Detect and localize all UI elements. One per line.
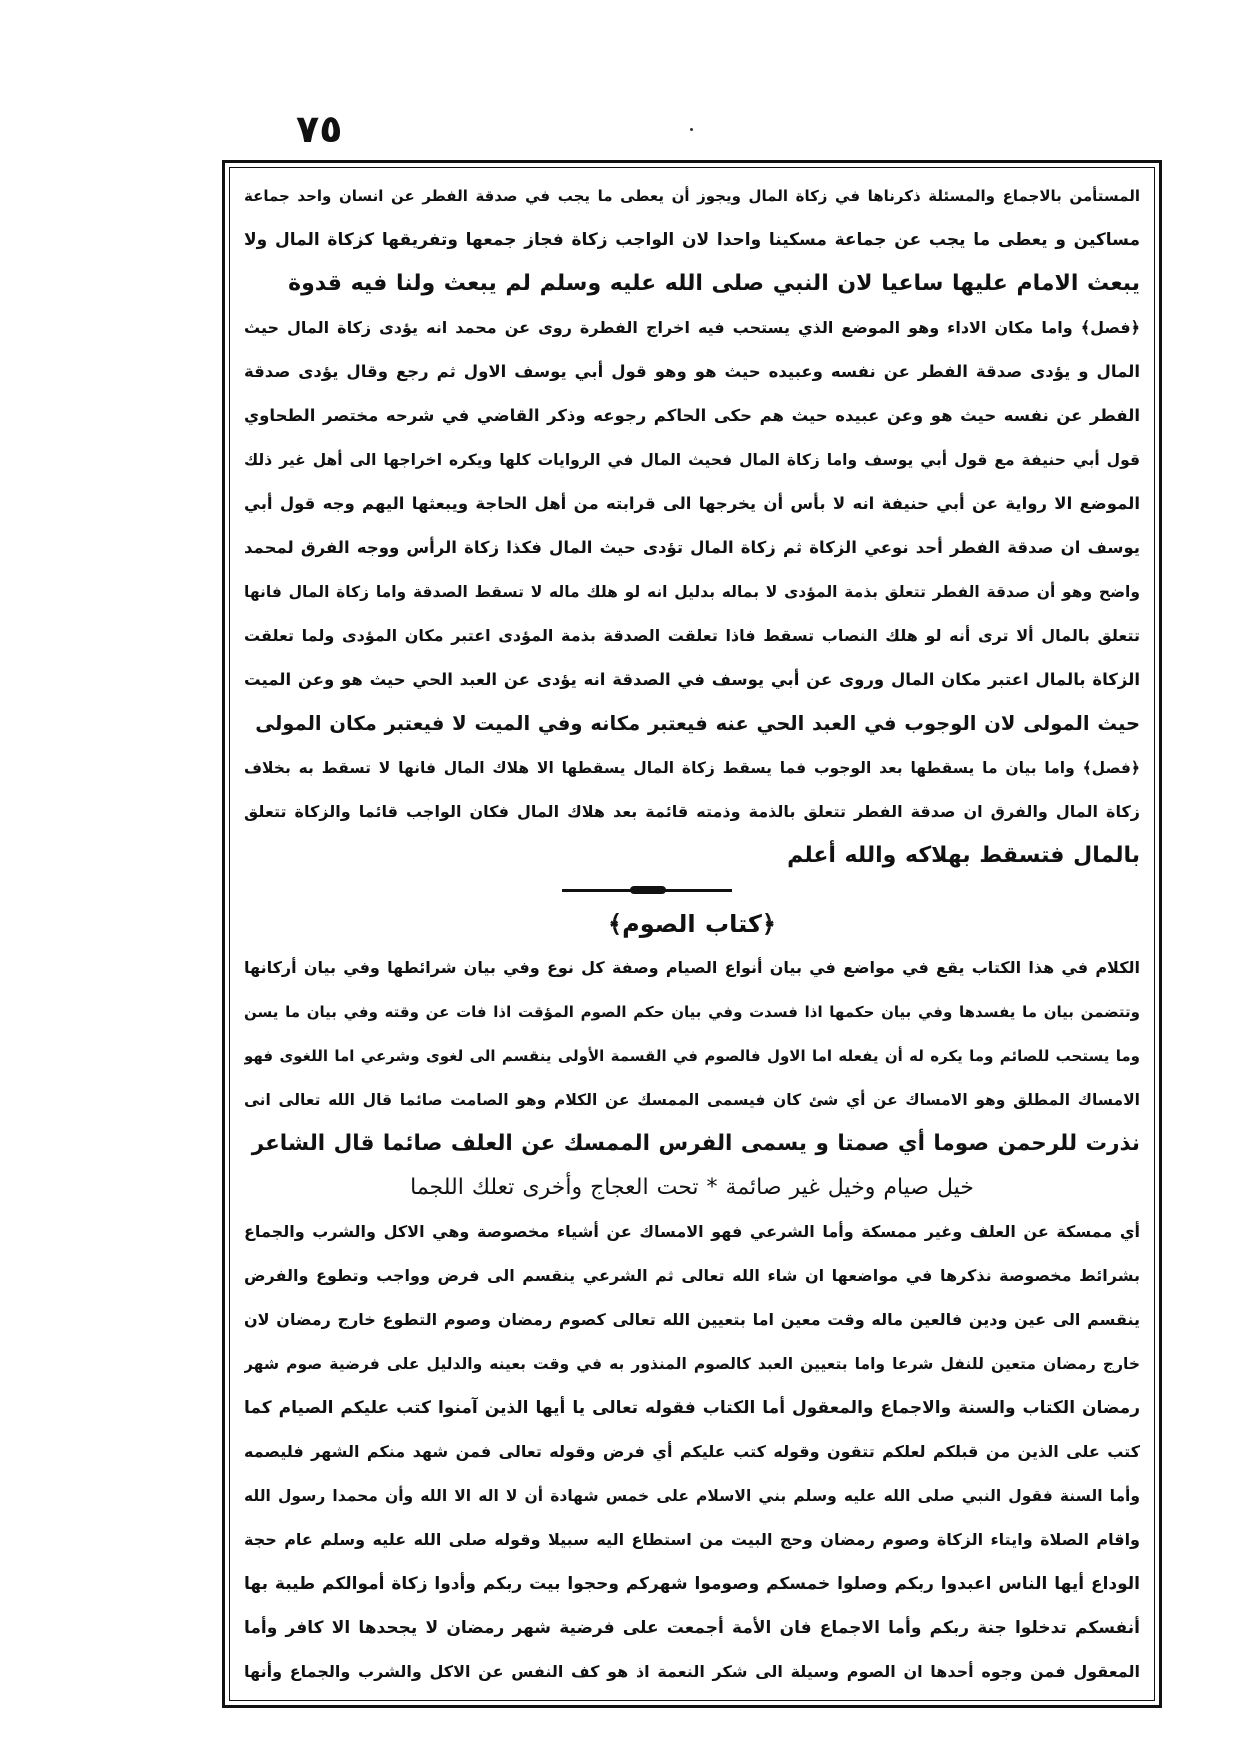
text-line: المستأمن بالاجماع والمسئلة ذكرناها في زكاة المال ويجوز أن يعطى ما يجب في صدقة الفطر عن انسان واحد جماعة xyxy=(244,187,1140,205)
text-line: أنفسكم تدخلوا جنة ربكم وأما الاجماع فان الأمة أجمعت على فرضية شهر رمضان لا يجحدها الا كافر وأما xyxy=(244,1618,1140,1638)
page-number: ٧٥ xyxy=(296,107,343,151)
text-line: الفطر عن نفسه حيث هو وعن عبيده حيث هم حكى الحاكم رجوعه وذكر القاضي في شرحه مختصر الطحاوي xyxy=(244,406,1140,425)
text-line: أي ممسكة عن العلف وغير ممسكة وأما الشرعي فهو الامساك عن أشياء مخصوصة وهي الاكل والشرب والجماع xyxy=(244,1222,1140,1241)
text-line: مساكين و يعطى ما يجب عن جماعة مسكينا واحدا لان الواجب زكاة فجاز جمعها وتفريقها كزكاة المال ولا xyxy=(244,230,1140,250)
text-line: ﴿فصل﴾ واما مكان الاداء وهو الموضع الذي يستحب فيه اخراج الفطرة روى عن محمد انه يؤدى زكاة المال حيث xyxy=(244,318,1140,337)
chapter-heading: ﴿كتاب الصوم﴾ xyxy=(608,910,776,938)
text-frame xyxy=(222,160,1162,1708)
poetry-verse: خيل صيام وخيل غير صائمة * تحت العجاج وأخرى تعلك اللجما xyxy=(410,1175,974,1200)
text-line: يبعث الامام عليها ساعيا لان النبي صلى الله عليه وسلم لم يبعث ولنا فيه قدوة xyxy=(288,271,1140,296)
text-line: المال و يؤدى صدقة الفطر عن نفسه وعبيده حيث هو وهو قول أبي يوسف الاول ثم رجع وقال يؤدى صدقة xyxy=(244,362,1140,381)
text-line: الكلام في هذا الكتاب يقع في مواضع في بيان أنواع الصيام وصفة كل نوع وفي بيان شرائطها وفي بيان أركانها xyxy=(244,958,1140,977)
text-line: ينقسم الى عين ودين فالعين ماله وقت معين اما بتعيين الله تعالى كصوم رمضان وصوم التطوع خارج رمضان لان xyxy=(244,1310,1140,1329)
text-line: وأما السنة فقول النبي صلى الله عليه وسلم بني الاسلام على خمس شهادة أن لا اله الا الله وأن محمدا رسول الله xyxy=(244,1487,1140,1505)
text-line: واقام الصلاة وايتاء الزكاة وصوم رمضان وحج البيت من استطاع اليه سبيلا وقوله صلى الله عليه وسلم عام حجة xyxy=(244,1530,1140,1549)
text-line: الموضع الا رواية عن أبي حنيفة انه لا بأس أن يخرجها الى قرابته من أهل الحاجة ويبعثها اليهم وجه قول أبي xyxy=(244,494,1140,513)
text-line: رمضان الكتاب والسنة والاجماع والمعقول أما الكتاب فقوله تعالى يا أيها الذين آمنوا كتب عليكم الصيام كما xyxy=(244,1398,1140,1418)
text-line: المعقول فمن وجوه أحدها ان الصوم وسيلة الى شكر النعمة اذ هو كف النفس عن الاكل والشرب والجماع وأنها xyxy=(244,1662,1140,1681)
scan-speck xyxy=(690,128,693,131)
text-line: قول أبي حنيفة مع قول أبي يوسف واما زكاة المال فحيث المال في الروايات كلها ويكره اخراجها الى أهل غير ذلك xyxy=(244,451,1140,469)
text-line: وتتضمن بيان ما يفسدها وفي بيان حكمها اذا فسدت وفي بيان حكم الصوم المؤقت اذا فات عن وقته وفي بيان ما يسن xyxy=(244,1003,1140,1021)
text-line: بالمال فتسقط بهلاكه والله أعلم xyxy=(787,843,1140,868)
text-line: يوسف ان صدقة الفطر أحد نوعي الزكاة ثم زكاة المال تؤدى حيث المال فكذا زكاة الرأس ووجه الفرق لمحمد xyxy=(244,538,1140,557)
text-line: الوداع أيها الناس اعبدوا ربكم وصلوا خمسكم وصوموا شهركم وحجوا بيت ربكم وأدوا زكاة أموالكم طيبة بها xyxy=(244,1574,1140,1594)
text-frame-inner xyxy=(229,167,1155,1701)
text-line: زكاة المال والفرق ان صدقة الفطر تتعلق بالذمة وذمته قائمة بعد هلاك المال فكان الواجب قائما والزكاة تتعلق xyxy=(244,802,1140,821)
text-line: نذرت للرحمن صوما أي صمتا و يسمى الفرس الممسك عن العلف صائما قال الشاعر xyxy=(251,1131,1140,1156)
text-line: كتب على الذين من قبلكم لعلكم تتقون وقوله كتب عليكم أي فرض وقوله تعالى فمن شهد منكم الشهر فليصمه xyxy=(244,1442,1140,1461)
text-line: خارج رمضان متعين للنفل شرعا واما بتعيين العبد كالصوم المنذور به في وقت بعينه والدليل على فرضية صوم شهر xyxy=(244,1355,1140,1373)
text-line: حيث المولى لان الوجوب في العبد الحي عنه فيعتبر مكانه وفي الميت لا فيعتبر مكان المولى xyxy=(255,712,1140,735)
text-line: تتعلق بالمال ألا ترى أنه لو هلك النصاب تسقط فاذا تعلقت الصدقة بذمة المؤدى اعتبر مكان المؤدى ولما تعلقت xyxy=(244,626,1140,645)
text-line: بشرائط مخصوصة نذكرها في مواضعها ان شاء الله تعالى ثم الشرعي ينقسم الى فرض وواجب وتطوع والفرض xyxy=(244,1266,1140,1285)
text-line: وما يستحب للصائم وما يكره له أن يفعله اما الاول فالصوم في القسمة الأولى ينقسم الى لغوى وشرعي اما اللغوى فهو xyxy=(244,1047,1140,1065)
text-line: الزكاة بالمال اعتبر مكان المال وروى عن أبي يوسف في الصدقة انه يؤدى عن العبد الحي حيث هو وعن الميت xyxy=(244,670,1140,689)
divider-ornament xyxy=(630,886,666,894)
text-line: واضح وهو أن صدقة الفطر تتعلق بذمة المؤدى لا بماله بدليل انه لو هلك ماله لا تسقط الصدقة واما زكاة المال فانها xyxy=(244,583,1140,601)
text-line: ﴿فصل﴾ واما بيان ما يسقطها بعد الوجوب فما يسقط زكاة المال يسقطها الا هلاك المال فانها لا تسقط به بخلاف xyxy=(244,759,1140,777)
section-divider xyxy=(244,878,1140,902)
text-line: الامساك المطلق وهو الامساك عن أي شئ كان فيسمى الممسك عن الكلام وهو الصامت صائما قال الله تعالى انى xyxy=(244,1091,1140,1109)
